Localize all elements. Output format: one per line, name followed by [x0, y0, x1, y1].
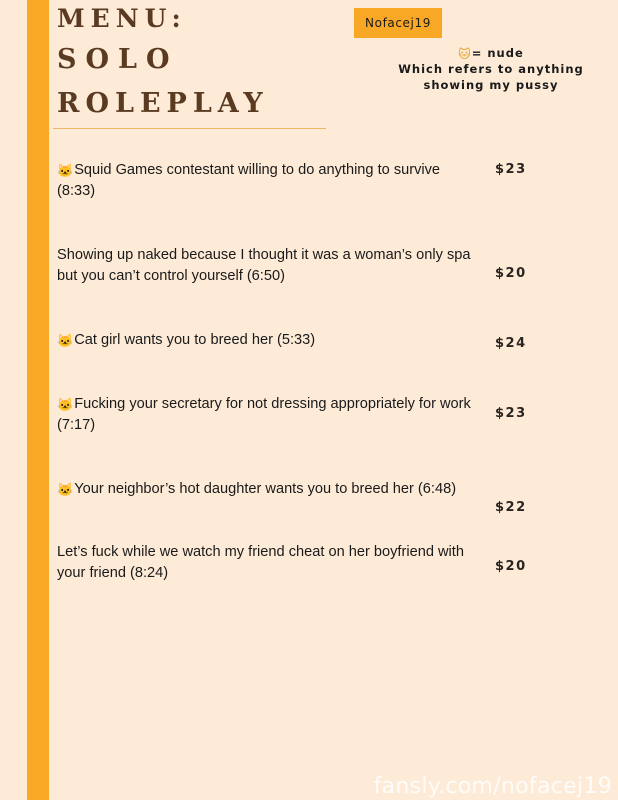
- menu-item-price: $23: [495, 162, 527, 177]
- menu-item-2: [57, 245, 477, 287]
- cat-face-icon: 🐱: [57, 482, 74, 497]
- menu-subtitle-solo: SOLO: [57, 44, 179, 75]
- menu-item-5: [57, 479, 477, 500]
- title-divider: [53, 128, 326, 129]
- legend-description-line2: showing my pussy: [423, 78, 559, 92]
- menu-item-text: Let’s fuck while we watch my friend cheat on her boyfriend with your friend (8:24): [57, 544, 464, 581]
- menu-item-text: Squid Games contestant willing to do anything to survive (8:33): [57, 162, 441, 199]
- legend: [396, 45, 586, 93]
- menu-item-text: Your neighbor’s hot daughter wants you to breed her (6:48): [74, 481, 457, 497]
- legend-description-line1: Which refers to anything: [398, 62, 584, 76]
- menu-item-price: $23: [495, 406, 527, 421]
- menu-item-text: Cat girl wants you to breed her (5:33): [74, 332, 316, 348]
- cat-face-icon: 🐱: [57, 163, 74, 178]
- menu-item-price: $20: [495, 559, 527, 574]
- handle-badge: Nofacej19: [354, 8, 442, 38]
- menu-item-price: $22: [495, 500, 527, 515]
- menu-item-4: [57, 394, 477, 436]
- legend-key-text: = nude: [471, 46, 524, 60]
- menu-item-price: $20: [495, 266, 527, 281]
- menu-item-1: [57, 160, 477, 202]
- cat-face-icon: 🐱: [57, 333, 74, 348]
- menu-item-price: $24: [495, 336, 527, 351]
- cat-face-icon: 🐱: [458, 47, 472, 61]
- cat-face-icon: 🐱: [57, 397, 74, 412]
- menu-title: MENU:: [57, 4, 187, 33]
- site-watermark: fansly.com/nofacej19: [373, 774, 612, 799]
- menu-item-6: [57, 542, 477, 584]
- menu-item-text: Fucking your secretary for not dressing appropriately for work (7:17): [57, 396, 471, 433]
- side-accent-bar: [27, 0, 49, 800]
- menu-item-3: [57, 330, 477, 351]
- menu-item-text: Showing up naked because I thought it was a woman’s only spa but you can’t control yourself (6:50): [57, 247, 471, 284]
- menu-subtitle-roleplay: ROLEPLAY: [57, 88, 269, 119]
